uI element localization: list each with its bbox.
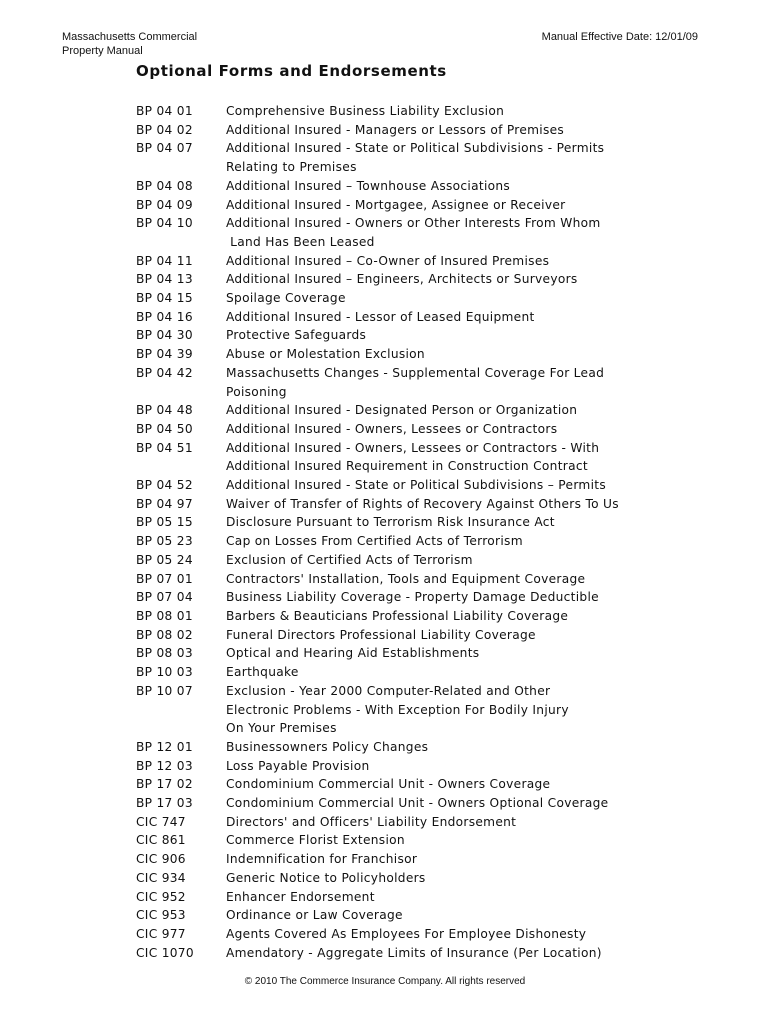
form-code: BP 10 07 xyxy=(136,683,193,698)
form-description: Additional Insured – Co-Owner of Insured Premises xyxy=(226,253,550,268)
form-description: Ordinance or Law Coverage xyxy=(226,908,403,923)
form-code: BP 05 15 xyxy=(136,515,193,530)
form-row xyxy=(136,738,756,757)
form-row xyxy=(136,869,756,888)
form-row xyxy=(136,401,756,420)
form-description: Exclusion of Certified Acts of Terrorism xyxy=(226,552,473,567)
form-description: Agents Covered As Employees For Employee Dishonesty xyxy=(226,926,587,941)
form-code: BP 04 52 xyxy=(136,478,193,493)
form-description: Commerce Florist Extension xyxy=(226,833,405,848)
form-description: Protective Safeguards xyxy=(226,328,367,343)
form-description: Massachusetts Changes - Supplemental Coverage For Lead Poisoning xyxy=(226,365,605,399)
form-row xyxy=(136,813,756,832)
form-code: CIC 934 xyxy=(136,870,186,885)
copyright-footer: © 2010 The Commerce Insurance Company. All rights reserved xyxy=(244,976,526,987)
form-row xyxy=(136,850,756,869)
form-row xyxy=(136,439,756,476)
form-code: BP 12 03 xyxy=(136,758,193,773)
form-row xyxy=(136,551,756,570)
form-row xyxy=(136,326,756,345)
form-code: BP 05 23 xyxy=(136,534,193,549)
form-description: Business Liability Coverage - Property Damage Deductible xyxy=(226,590,599,605)
form-row xyxy=(136,794,756,813)
effective-date: Manual Effective Date: 12/01/09 xyxy=(541,31,698,43)
form-description: Comprehensive Business Liability Exclusion xyxy=(226,104,505,118)
form-description: Businessowners Policy Changes xyxy=(226,739,429,754)
form-row xyxy=(136,214,756,251)
form-code: BP 04 50 xyxy=(136,421,193,436)
form-row xyxy=(136,944,756,963)
form-code: BP 04 01 xyxy=(136,104,193,118)
form-code: CIC 953 xyxy=(136,908,186,923)
form-description: Funeral Directors Professional Liability Coverage xyxy=(226,627,536,642)
form-description: Additional Insured - Owners, Lessees or Contractors xyxy=(226,421,558,436)
form-row xyxy=(136,476,756,495)
form-code: BP 04 51 xyxy=(136,440,193,455)
form-description: Amendatory - Aggregate Limits of Insurance (Per Location) xyxy=(226,945,602,960)
form-description: Additional Insured - Owners, Lessees or Contractors - With Additional Insured Requirement in Construction Contract xyxy=(226,440,600,474)
form-code: BP 04 97 xyxy=(136,496,193,511)
form-description: Waiver of Transfer of Rights of Recovery Against Others To Us xyxy=(226,496,619,511)
form-code: CIC 861 xyxy=(136,833,186,848)
form-row xyxy=(136,289,756,308)
form-row xyxy=(136,345,756,364)
form-row xyxy=(136,607,756,626)
form-row xyxy=(136,757,756,776)
form-description: Enhancer Endorsement xyxy=(226,889,375,904)
form-row xyxy=(136,270,756,289)
form-description: Indemnification for Franchisor xyxy=(226,852,418,867)
form-code: BP 04 09 xyxy=(136,197,193,212)
form-code: BP 04 16 xyxy=(136,309,193,324)
form-description: Additional Insured – Townhouse Associations xyxy=(226,178,511,193)
form-row xyxy=(136,588,756,607)
form-row xyxy=(136,420,756,439)
form-description: Barbers & Beauticians Professional Liability Coverage xyxy=(226,608,569,623)
form-row xyxy=(136,831,756,850)
form-code: BP 04 08 xyxy=(136,178,193,193)
manual-name-line2: Property Manual xyxy=(62,45,143,57)
form-code: BP 04 02 xyxy=(136,122,193,137)
form-code: CIC 906 xyxy=(136,852,186,867)
form-code: CIC 952 xyxy=(136,889,186,904)
form-row xyxy=(136,177,756,196)
form-row xyxy=(136,925,756,944)
form-code: BP 08 01 xyxy=(136,608,193,623)
form-code: BP 17 03 xyxy=(136,796,193,811)
form-code: BP 04 48 xyxy=(136,403,193,418)
form-description: Cap on Losses From Certified Acts of Terrorism xyxy=(226,534,523,549)
form-description: Directors' and Officers' Liability Endorsement xyxy=(226,814,517,829)
form-description: Additional Insured - State or Political Subdivisions – Permits xyxy=(226,478,607,493)
form-code: BP 04 13 xyxy=(136,272,193,287)
form-row xyxy=(136,906,756,925)
form-row xyxy=(136,308,756,327)
form-code: BP 08 03 xyxy=(136,646,193,661)
form-description: Additional Insured - Lessor of Leased Equipment xyxy=(226,309,535,324)
form-description: Contractors' Installation, Tools and Equipment Coverage xyxy=(226,571,586,586)
form-code: BP 05 24 xyxy=(136,552,193,567)
form-code: CIC 1070 xyxy=(136,945,194,960)
form-row xyxy=(136,495,756,514)
form-description: Additional Insured - Mortgagee, Assignee or Receiver xyxy=(226,197,566,212)
form-code: BP 04 07 xyxy=(136,141,193,156)
form-description: Abuse or Molestation Exclusion xyxy=(226,347,425,362)
form-description: Loss Payable Provision xyxy=(226,758,370,773)
form-code: CIC 977 xyxy=(136,926,186,941)
form-description: Optical and Hearing Aid Establishments xyxy=(226,646,480,661)
form-row xyxy=(136,682,756,738)
form-description: Spoilage Coverage xyxy=(226,291,346,306)
form-description: Disclosure Pursuant to Terrorism Risk Insurance Act xyxy=(226,515,555,530)
form-row xyxy=(136,888,756,907)
page-title: Optional Forms and Endorsements xyxy=(136,62,447,80)
form-row xyxy=(136,102,756,121)
manual-name xyxy=(62,30,197,58)
form-row xyxy=(136,139,756,176)
forms-list xyxy=(136,102,756,962)
form-code: BP 07 04 xyxy=(136,590,193,605)
form-row xyxy=(136,532,756,551)
form-row xyxy=(136,626,756,645)
form-row xyxy=(136,663,756,682)
form-description: Additional Insured - Managers or Lessors of Premises xyxy=(226,122,565,137)
form-description: Condominium Commercial Unit - Owners Coverage xyxy=(226,777,551,792)
form-description: Generic Notice to Policyholders xyxy=(226,870,426,885)
form-code: BP 08 02 xyxy=(136,627,193,642)
form-row xyxy=(136,121,756,140)
form-code: BP 12 01 xyxy=(136,739,193,754)
form-code: BP 04 30 xyxy=(136,328,193,343)
form-code: BP 10 03 xyxy=(136,665,193,680)
form-row xyxy=(136,252,756,271)
form-row xyxy=(136,644,756,663)
form-code: BP 04 10 xyxy=(136,216,193,231)
form-row xyxy=(136,570,756,589)
form-description: Condominium Commercial Unit - Owners Optional Coverage xyxy=(226,796,609,811)
form-description: Earthquake xyxy=(226,665,299,680)
form-row xyxy=(136,364,756,401)
form-row xyxy=(136,775,756,794)
form-description: Additional Insured - State or Political Subdivisions - Permits Relating to Premises xyxy=(226,141,605,175)
form-description: Additional Insured - Designated Person or Organization xyxy=(226,403,578,418)
form-code: BP 04 42 xyxy=(136,365,193,380)
form-code: BP 17 02 xyxy=(136,777,193,792)
form-description: Exclusion - Year 2000 Computer-Related and Other Electronic Problems - With Exception For Bodily Injury On Your Premises xyxy=(226,683,569,736)
form-row xyxy=(136,513,756,532)
form-code: BP 04 15 xyxy=(136,291,193,306)
form-code: BP 04 11 xyxy=(136,253,193,268)
form-code: BP 04 39 xyxy=(136,347,193,362)
form-code: CIC 747 xyxy=(136,814,186,829)
form-row xyxy=(136,196,756,215)
form-description: Additional Insured - Owners or Other Interests From Whom Land Has Been Leased xyxy=(226,216,601,249)
form-description: Additional Insured – Engineers, Architects or Surveyors xyxy=(226,272,578,287)
manual-name-line1: Massachusetts Commercial xyxy=(62,31,198,43)
form-code: BP 07 01 xyxy=(136,571,193,586)
